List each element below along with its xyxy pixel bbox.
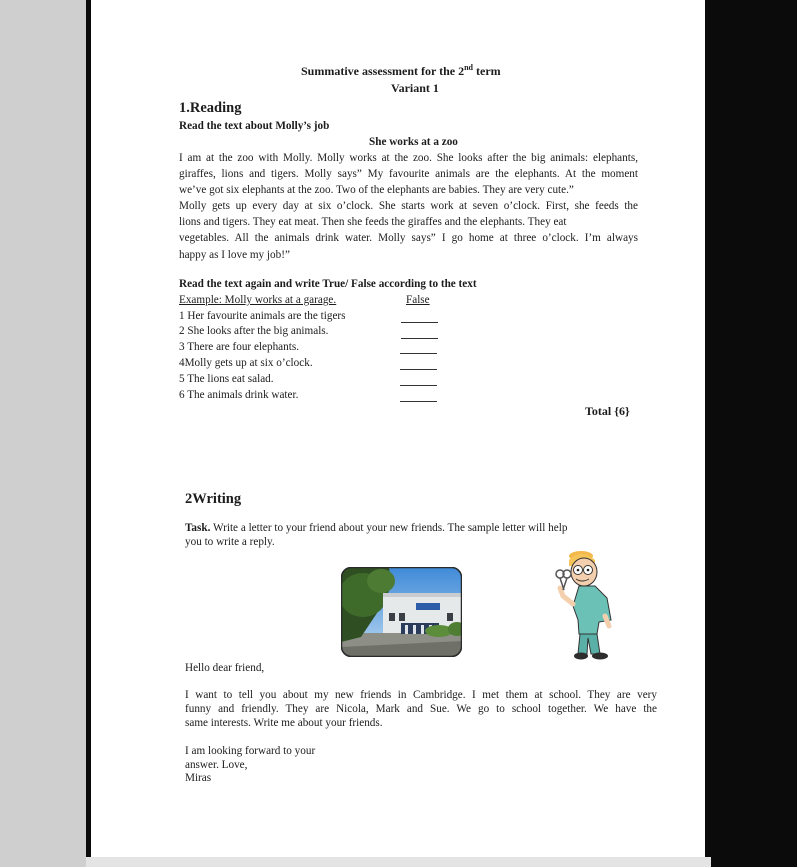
letter-body [185,689,657,731]
statement-4: 4Molly gets up at six o’clock. [179,357,313,369]
closing-line: I am looking forward to your [185,745,316,757]
story-line: happy as I love my job!” [179,248,290,261]
cartoon-man-illustration [551,550,623,662]
signature: Miras [185,772,212,784]
story-text [179,150,638,263]
letter-closing [185,745,385,786]
story-title: She works at a zoo [369,136,458,148]
letter-greeting: Hello dear friend, [185,662,265,674]
statement-2: 2 She looks after the big animals. [179,325,329,337]
answer-blank-1[interactable] [401,322,438,323]
story-line: I am at the zoo with Molly. Molly works at the zoo. She looks after the big animals: elephants, [179,152,638,164]
reading-instruction: Read the text about Molly’s job [179,120,330,132]
example-answer: False [406,294,430,306]
writing-task-line-2: you to write a reply. [185,536,275,548]
example-statement: Example: Molly works at a garage. [179,294,337,306]
writing-task-line-1 [185,523,567,534]
task-instruction: Read the text again and write True/ False according to the text [179,278,477,290]
answer-blank-3[interactable] [400,353,437,354]
story-line: giraffes, lions and tigers. Molly says” My favourite animals are the elephants. At the moment [179,168,638,181]
letter-line: I want to tell you about my new friends in Cambridge. I met them at school. They are very [185,689,657,701]
total-score: Total {6} [585,404,630,418]
answer-blank-5[interactable] [400,385,437,386]
statement-1: 1 Her favourite animals are the tigers [179,310,346,322]
school-building-photo [341,567,462,657]
left-background [0,0,86,867]
variant-label: Variant 1 [391,81,439,95]
document-title: Summative assessment for the 2nd term [301,63,501,78]
writing-heading: 2Writing [185,491,242,507]
story-line: lions and tigers. They eat meat. Then she feeds the giraffes and the elephants. They eat [179,216,567,229]
task-text: Write a letter to your friend about your new friends. The sample letter will help [210,522,568,534]
statement-3: 3 There are four elephants. [179,341,300,353]
story-line: Molly gets up every day at six o’clock. She starts work at seven o’clock. First, she feeds the [179,200,638,213]
answer-blank-6[interactable] [400,401,437,402]
story-line: vegetables. All the animals drink water. Molly says” I go home at three o’clock. I’m always [179,232,638,245]
letter-line: same interests. Write me about your friends. [185,716,383,729]
task-label: Task. [185,522,211,534]
answer-blank-2[interactable] [401,338,438,339]
letter-line: funny and friendly. They are Nicola, Mark and Sue. We go to school together. We have the [185,702,657,715]
answer-blank-4[interactable] [400,369,437,370]
page-bottom-edge [86,857,711,867]
statement-5: 5 The lions eat salad. [179,373,274,385]
reading-heading: 1.Reading [179,100,242,116]
closing-line: answer. Love, [185,758,248,771]
story-line: we’ve got six elephants at the zoo. Two of the elephants are babies. They are very cute.” [179,184,574,197]
statement-6: 6 The animals drink water. [179,389,299,401]
